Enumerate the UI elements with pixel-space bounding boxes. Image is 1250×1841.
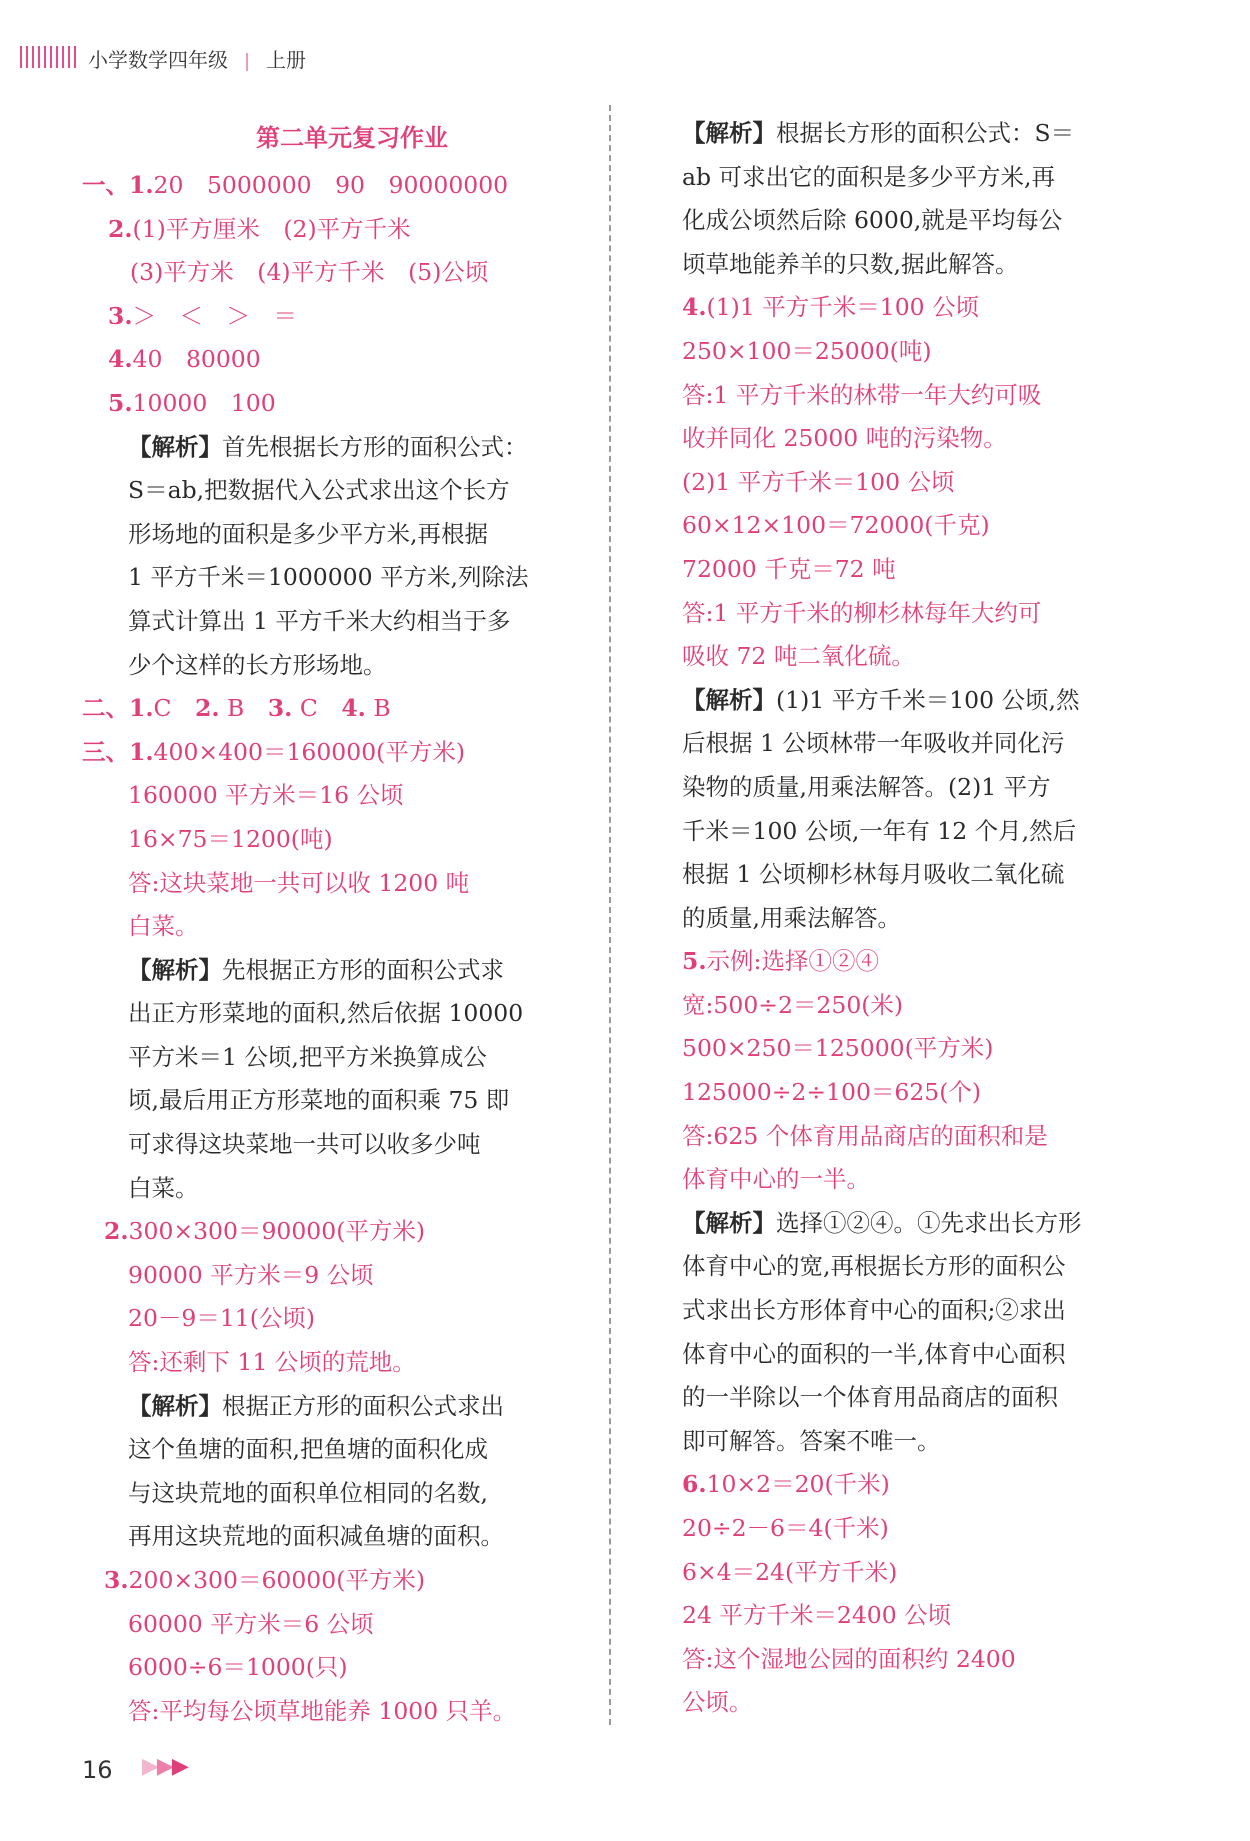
line-text: 收并同化 25000 吨的污染物。 <box>682 424 1007 453</box>
answer-line <box>82 644 582 688</box>
answer-line <box>682 1071 1152 1115</box>
answer-line <box>682 635 1152 679</box>
right-answer-lines <box>682 112 1152 1725</box>
line-text: 答:还剩下 11 公顷的荒地。 <box>128 1348 416 1377</box>
line-text: 后根据 1 公顷林带一年吸收并同化污 <box>682 729 1065 758</box>
line-text: 体育中心的宽,再根据长方形的面积公 <box>682 1252 1066 1281</box>
answer-line <box>682 592 1152 636</box>
answer-line <box>82 1646 582 1690</box>
answer-line <box>82 687 582 731</box>
column-divider <box>609 105 611 1725</box>
line-text: 160000 平方米＝16 公顷 <box>128 781 404 810</box>
answer-line <box>682 1158 1152 1202</box>
line-text: 24 平方千米＝2400 公顷 <box>682 1601 952 1630</box>
answer-line <box>682 1115 1152 1159</box>
answer-line <box>682 243 1152 287</box>
right-column <box>682 112 1152 1725</box>
line-text: 72000 千克＝72 吨 <box>682 554 896 583</box>
question-number: 二、1. <box>82 694 154 723</box>
answer-line <box>682 984 1152 1028</box>
line-text: 60000 平方米＝6 公顷 <box>128 1609 374 1638</box>
line-text: 10×2＝20(千米) <box>706 1470 890 1499</box>
line-text: 250×100＝25000(吨) <box>682 336 932 365</box>
answer-line <box>82 1254 582 1298</box>
line-text: 吸收 72 吨二氧化硫。 <box>682 642 915 671</box>
answer-line <box>82 382 582 426</box>
line-text: (1)1 平方千米＝100 公顷,然 <box>776 685 1080 714</box>
line-text: 答:1 平方千米的林带一年大约可吸 <box>682 380 1042 409</box>
line-text: (1)平方厘米 (2)平方千米 <box>132 214 411 243</box>
answer-line <box>82 1079 582 1123</box>
answer-line <box>82 513 582 557</box>
question-number: 4. <box>108 345 133 374</box>
answer-line <box>682 330 1152 374</box>
answer-line <box>82 338 582 382</box>
question-number: 5. <box>682 947 707 976</box>
line-text: 化成公顷然后除 6000,就是平均每公 <box>682 206 1063 235</box>
line-text: 答:平均每公顷草地能养 1000 只羊。 <box>128 1696 517 1725</box>
answer-line <box>682 853 1152 897</box>
answer-line <box>682 286 1152 330</box>
line-text: 体育中心的面积的一半,体育中心面积 <box>682 1339 1066 1368</box>
answer-line <box>682 679 1152 723</box>
answer-line <box>82 905 582 949</box>
answer-line <box>82 1603 582 1647</box>
answer-line <box>682 1463 1152 1507</box>
header-stripes-decoration <box>20 46 76 68</box>
line-text: 6×4＝24(平方千米) <box>682 1557 898 1586</box>
page-arrows-decoration: ▶▶▶ <box>142 1754 187 1779</box>
line-text: 根据长方形的面积公式：S＝ <box>776 119 1075 147</box>
answer-line <box>682 199 1152 243</box>
header-separator <box>246 53 248 71</box>
question-number: 3. <box>104 1566 129 1594</box>
answer-line <box>82 774 582 818</box>
answer-line <box>682 1333 1152 1377</box>
answer-line <box>82 295 582 339</box>
answer-line <box>82 556 582 600</box>
answer-line <box>682 1376 1152 1420</box>
answer-line <box>682 1594 1152 1638</box>
line-text: 染物的质量,用乘法解答。(2)1 平方 <box>682 772 1051 801</box>
answer-line <box>682 156 1152 200</box>
line-text: 示例:选择①②④ <box>706 947 879 976</box>
line-text: 平方米＝1 公顷,把平方米换算成公 <box>128 1042 487 1071</box>
line-text: 再用这块荒地的面积减鱼塘的面积。 <box>128 1522 504 1551</box>
line-text: 答:这块菜地一共可以收 1200 吨 <box>128 868 470 897</box>
answer-line <box>682 722 1152 766</box>
line-text: 式求出长方形体育中心的面积;②求出 <box>682 1296 1066 1325</box>
header-subject: 小学数学四年级 <box>88 48 228 72</box>
line-text: 这个鱼塘的面积,把鱼塘的面积化成 <box>128 1435 488 1464</box>
answer-line <box>82 1036 582 1080</box>
line-text: 答:1 平方千米的柳杉林每年大约可 <box>682 598 1042 627</box>
line-text: 少个这样的长方形场地。 <box>128 650 387 679</box>
line-text: 根据 1 公顷柳杉林每月吸收二氧化硫 <box>682 860 1065 889</box>
line-text: 的一半除以一个体育用品商店的面积 <box>682 1383 1058 1412</box>
answer-line <box>82 426 582 470</box>
answer-line <box>682 810 1152 854</box>
line-text: 答:这个湿地公园的面积约 2400 <box>682 1644 1016 1673</box>
line-text: 可求得这块菜地一共可以收多少吨 <box>128 1130 481 1159</box>
line-text: (3)平方米 (4)平方千米 (5)公顷 <box>130 258 489 287</box>
line-text: 选择①②④。①先求出长方形 <box>776 1208 1082 1237</box>
question-number: 6. <box>682 1470 707 1499</box>
question-number: 三、1. <box>82 737 154 766</box>
answer-line <box>82 1690 582 1734</box>
line-text: 答:625 个体育用品商店的面积和是 <box>682 1121 1048 1150</box>
answer-line <box>682 417 1152 461</box>
answer-line <box>82 1472 582 1516</box>
answer-line <box>682 1289 1152 1333</box>
answer-line <box>82 862 582 906</box>
answer-line <box>82 208 582 252</box>
answer-line <box>82 731 582 775</box>
line-text: 根据正方形的面积公式求出 <box>222 1391 504 1420</box>
answer-line <box>82 469 582 513</box>
line-text: 体育中心的一半。 <box>682 1165 870 1194</box>
answer-line <box>682 1507 1152 1551</box>
page-number: 16 <box>82 1756 113 1784</box>
analysis-tag: 【解析】 <box>682 685 776 714</box>
line-text: 千米＝100 公顷,一年有 12 个月,然后 <box>682 816 1077 845</box>
question-number: 一、1. <box>82 171 154 199</box>
line-text: 125000÷2÷100＝625(个) <box>682 1078 982 1107</box>
line-text: 顷草地能养羊的只数,据此解答。 <box>682 249 1019 278</box>
answer-line <box>682 1420 1152 1464</box>
header-text <box>88 44 306 73</box>
question-number: 5. <box>108 388 133 417</box>
line-text: 20÷2－6＝4(千米) <box>682 1514 889 1542</box>
line-text: 200×300＝60000(平方米) <box>128 1566 426 1594</box>
answer-line <box>82 818 582 862</box>
answer-line <box>82 1210 582 1254</box>
line-text: 40 80000 <box>132 345 261 374</box>
line-text: 20 5000000 90 90000000 <box>153 171 509 199</box>
answer-line <box>682 897 1152 941</box>
analysis-tag: 【解析】 <box>128 432 222 461</box>
line-text: C 2. B 3. C 4. B <box>153 694 391 723</box>
answer-line <box>682 1245 1152 1289</box>
answer-line <box>682 112 1152 156</box>
question-number: 4. <box>682 293 707 322</box>
line-text: 宽:500÷2＝250(米) <box>682 990 904 1019</box>
analysis-tag: 【解析】 <box>128 1391 222 1420</box>
answer-line <box>82 1297 582 1341</box>
line-text: 出正方形菜地的面积,然后依据 10000 <box>128 999 524 1028</box>
line-text: S＝ab,把数据代入公式求出这个长方 <box>128 476 510 505</box>
answer-line <box>82 600 582 644</box>
line-text: ＞ ＜ ＞ ＝ <box>132 301 298 330</box>
line-text: 90000 平方米＝9 公顷 <box>128 1260 374 1289</box>
answer-line <box>82 949 582 993</box>
answer-line <box>682 1638 1152 1682</box>
answer-line <box>682 374 1152 418</box>
question-number: 3. <box>108 301 133 330</box>
answer-line <box>82 1515 582 1559</box>
left-answer-lines <box>82 164 582 1733</box>
line-text: 60×12×100＝72000(千克) <box>682 511 990 540</box>
line-text: 20－9＝11(公顷) <box>128 1304 316 1333</box>
page-header <box>0 0 1250 100</box>
answer-line <box>682 504 1152 548</box>
line-text: 即可解答。答案不唯一。 <box>682 1426 941 1455</box>
answer-line <box>82 164 582 208</box>
header-volume: 上册 <box>266 48 306 72</box>
answer-line <box>682 766 1152 810</box>
line-text: 首先根据长方形的面积公式： <box>222 432 528 461</box>
answer-line <box>82 251 582 295</box>
line-text: (1)1 平方千米＝100 公顷 <box>706 293 980 322</box>
analysis-tag: 【解析】 <box>682 119 776 147</box>
line-text: 6000÷6＝1000(只) <box>128 1653 348 1682</box>
line-text: ab 可求出它的面积是多少平方米,再 <box>682 162 1055 191</box>
answer-line <box>682 1551 1152 1595</box>
line-text: 形场地的面积是多少平方米,再根据 <box>128 519 488 548</box>
answer-line <box>682 1681 1152 1725</box>
line-text: 白菜。 <box>128 1173 199 1202</box>
answer-line <box>82 1385 582 1429</box>
line-text: 的质量,用乘法解答。 <box>682 903 901 932</box>
line-text: 500×250＝125000(平方米) <box>682 1034 994 1063</box>
line-text: 10000 100 <box>132 388 276 417</box>
section-title: 第二单元复习作业 <box>256 124 448 152</box>
question-number: 2. <box>104 1217 129 1246</box>
answer-line <box>682 548 1152 592</box>
answer-line <box>82 1341 582 1385</box>
line-text: 先根据正方形的面积公式求 <box>222 955 504 984</box>
question-number: 2. <box>108 214 133 243</box>
analysis-tag: 【解析】 <box>128 955 222 984</box>
line-text: 1 平方千米＝1000000 平方米,列除法 <box>128 563 529 592</box>
line-text: 400×400＝160000(平方米) <box>153 737 465 766</box>
answer-line <box>82 992 582 1036</box>
answer-line <box>82 1167 582 1211</box>
answer-line <box>682 1027 1152 1071</box>
answer-line <box>682 1202 1152 1246</box>
line-text: (2)1 平方千米＝100 公顷 <box>682 467 955 496</box>
line-text: 公顷。 <box>682 1688 753 1717</box>
answer-line <box>682 461 1152 505</box>
line-text: 与这块荒地的面积单位相同的名数, <box>128 1478 488 1507</box>
line-text: 白菜。 <box>128 912 199 941</box>
answer-line <box>682 940 1152 984</box>
answer-line <box>82 1123 582 1167</box>
left-column <box>82 112 582 1733</box>
line-text: 16×75＝1200(吨) <box>128 824 333 853</box>
line-text: 顷,最后用正方形菜地的面积乘 75 即 <box>128 1086 510 1115</box>
answer-line <box>82 1559 582 1603</box>
analysis-tag: 【解析】 <box>682 1208 776 1237</box>
answer-line <box>82 1428 582 1472</box>
line-text: 算式计算出 1 平方千米大约相当于多 <box>128 606 511 635</box>
line-text: 300×300＝90000(平方米) <box>128 1217 426 1246</box>
